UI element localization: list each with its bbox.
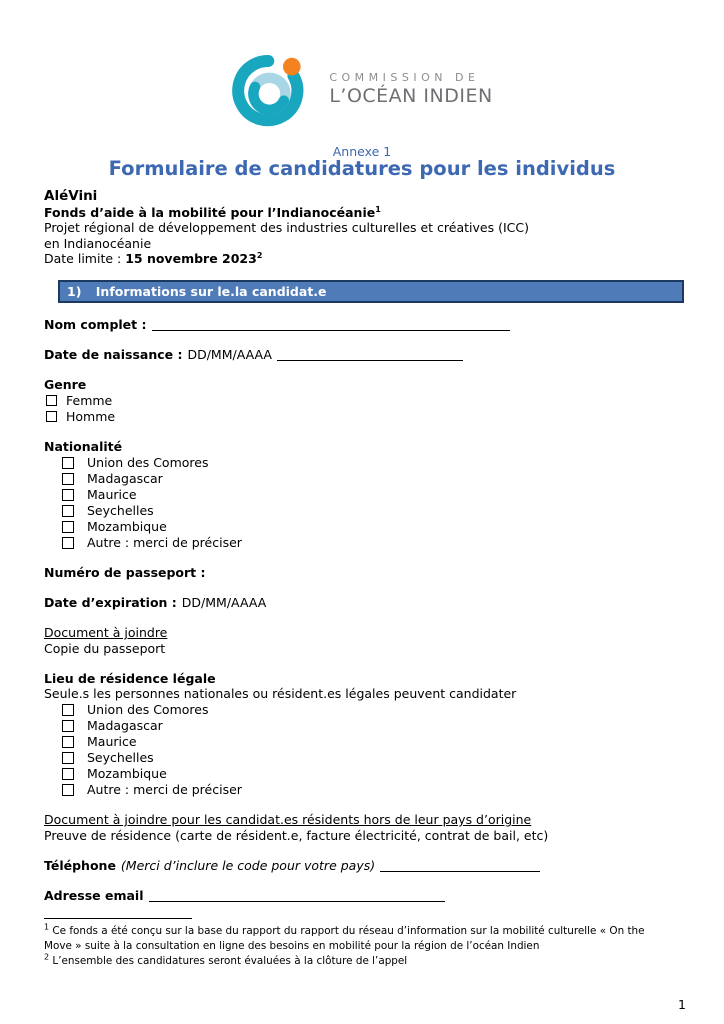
checkbox-nationality-seychelles[interactable] xyxy=(62,505,74,517)
coi-logo-icon xyxy=(231,45,311,129)
gender-option-femme xyxy=(46,393,690,409)
project-line-1: Projet régional de développement des industries culturelles et créatives (ICC) xyxy=(44,220,529,235)
fund-footnote-marker: 1 xyxy=(375,204,381,214)
nationality-option-label: Maurice xyxy=(87,486,137,502)
checkbox-femme[interactable] xyxy=(46,395,57,406)
residence-note: Seule.s les personnes nationales ou résident.es légales peuvent candidater xyxy=(44,686,517,701)
expiry-field xyxy=(44,595,690,611)
residence-option-5 xyxy=(62,766,690,782)
residence-option-label: Seychelles xyxy=(87,749,154,765)
nationality-option-1 xyxy=(62,455,690,471)
residence-option-label: Union des Comores xyxy=(87,701,209,717)
annexe-label: Annexe 1 xyxy=(332,144,392,159)
checkbox-nationality-maurice[interactable] xyxy=(62,489,74,501)
residence-doc-value: Preuve de résidence (carte de résident.e, facture électricité, contrat de bail, etc) xyxy=(44,827,549,843)
checkbox-residence-seychelles[interactable] xyxy=(62,752,74,764)
nationality-option-label: Madagascar xyxy=(87,470,163,486)
email-input-line[interactable] xyxy=(149,890,445,902)
expiry-label: Date d’expiration : xyxy=(44,595,177,610)
footnote-2 xyxy=(44,954,690,969)
birth-date-label: Date de naissance : xyxy=(44,347,183,362)
footnote-1-line-2: Move » suite à la consultation en ligne des besoins en mobilité pour la région de l’océan Indien xyxy=(44,940,540,952)
fund-line xyxy=(44,205,690,221)
nationality-option-2 xyxy=(62,471,690,487)
gender-label: Genre xyxy=(44,377,87,392)
section-title: Informations sur le.la candidat.e xyxy=(95,283,327,299)
phone-field xyxy=(44,858,690,874)
footnote-divider xyxy=(44,918,192,919)
checkbox-residence-mozambique[interactable] xyxy=(62,768,74,780)
deadline-value: 15 novembre 2023 xyxy=(125,251,257,266)
footnote-1-line-1 xyxy=(44,924,690,939)
expiry-format: DD/MM/AAAA xyxy=(181,595,267,610)
deadline-label: Date limite : xyxy=(44,251,126,266)
passport-doc-value: Copie du passeport xyxy=(44,640,166,656)
checkbox-residence-madagascar[interactable] xyxy=(62,720,74,732)
nationality-option-label: Seychelles xyxy=(87,502,154,518)
birth-date-input-line[interactable] xyxy=(277,349,463,361)
checkbox-residence-maurice[interactable] xyxy=(62,736,74,748)
residence-option-label: Madagascar xyxy=(87,717,163,733)
full-name-label: Nom complet : xyxy=(44,317,147,332)
residence-option-2 xyxy=(62,718,690,734)
logo-text-bottom: L’OCÉAN INDIEN xyxy=(329,84,493,107)
email-field xyxy=(44,888,690,904)
checkbox-residence-union-des-comores[interactable] xyxy=(62,704,74,716)
phone-note: (Merci d’inclure le code pour votre pays) xyxy=(120,857,376,873)
passport-number-label: Numéro de passeport : xyxy=(44,565,206,580)
section-number: 1) xyxy=(67,283,82,299)
passport-doc-label: Document à joindre xyxy=(44,625,168,640)
checkbox-residence-autre[interactable] xyxy=(62,784,74,796)
coi-logo xyxy=(0,0,724,129)
residence-option-label: Autre : merci de préciser xyxy=(87,781,242,797)
checkbox-nationality-mozambique[interactable] xyxy=(62,521,74,533)
footnote-2-marker: 2 xyxy=(44,952,50,962)
residence-doc-label: Document à joindre pour les candidat.es résidents hors de leur pays d’origine xyxy=(44,812,532,827)
footnote-1-text: Ce fonds a été conçu sur la base du rapport du rapport du réseau d’information sur la mobilité culturelle « On the xyxy=(52,925,645,937)
full-name-field xyxy=(44,317,690,333)
program-name: AléVini xyxy=(44,188,98,204)
checkbox-nationality-union-des-comores[interactable] xyxy=(62,457,74,469)
nationality-option-6 xyxy=(62,535,690,551)
birth-date-format: DD/MM/AAAA xyxy=(187,347,272,362)
residence-option-3 xyxy=(62,734,690,750)
footnote-1-marker: 1 xyxy=(44,922,50,932)
checkbox-nationality-autre[interactable] xyxy=(62,537,74,549)
nationality-option-3 xyxy=(62,487,690,503)
residence-option-label: Maurice xyxy=(87,733,137,749)
project-line-2: en Indianocéanie xyxy=(44,235,152,251)
gender-option-label: Femme xyxy=(66,392,113,408)
checkbox-nationality-madagascar[interactable] xyxy=(62,473,74,485)
residence-option-6 xyxy=(62,782,690,798)
residence-option-label: Mozambique xyxy=(87,765,167,781)
gender-option-homme xyxy=(46,409,690,425)
fund-title: Fonds d’aide à la mobilité pour l’Indianocéanie xyxy=(44,204,376,220)
footnotes xyxy=(44,918,690,969)
residence-option-1 xyxy=(62,702,690,718)
deadline-line xyxy=(44,251,690,267)
nationality-label: Nationalité xyxy=(44,439,123,454)
birth-date-field xyxy=(44,347,690,363)
phone-label: Téléphone xyxy=(44,857,116,873)
checkbox-homme[interactable] xyxy=(46,411,57,422)
email-label: Adresse email xyxy=(44,887,144,903)
gender-option-label: Homme xyxy=(66,408,116,424)
nationality-option-label: Mozambique xyxy=(87,518,167,534)
page-number: 1 xyxy=(678,996,686,1012)
residence-option-4 xyxy=(62,750,690,766)
full-name-input-line[interactable] xyxy=(152,319,510,331)
page-title: Formulaire de candidatures pour les individus xyxy=(108,156,616,180)
nationality-option-5 xyxy=(62,519,690,535)
residence-label: Lieu de résidence légale xyxy=(44,670,216,686)
nationality-option-label: Autre : merci de préciser xyxy=(87,534,242,550)
section-1-header xyxy=(58,280,684,303)
phone-input-line[interactable] xyxy=(380,860,540,872)
form-body xyxy=(0,189,724,969)
nationality-option-4 xyxy=(62,503,690,519)
logo-text-top: COMMISSION DE xyxy=(329,71,480,84)
footnote-2-text: L’ensemble des candidatures seront évaluées à la clôture de l’appel xyxy=(52,955,408,967)
deadline-footnote-marker: 2 xyxy=(256,250,263,260)
nationality-option-label: Union des Comores xyxy=(87,454,209,470)
